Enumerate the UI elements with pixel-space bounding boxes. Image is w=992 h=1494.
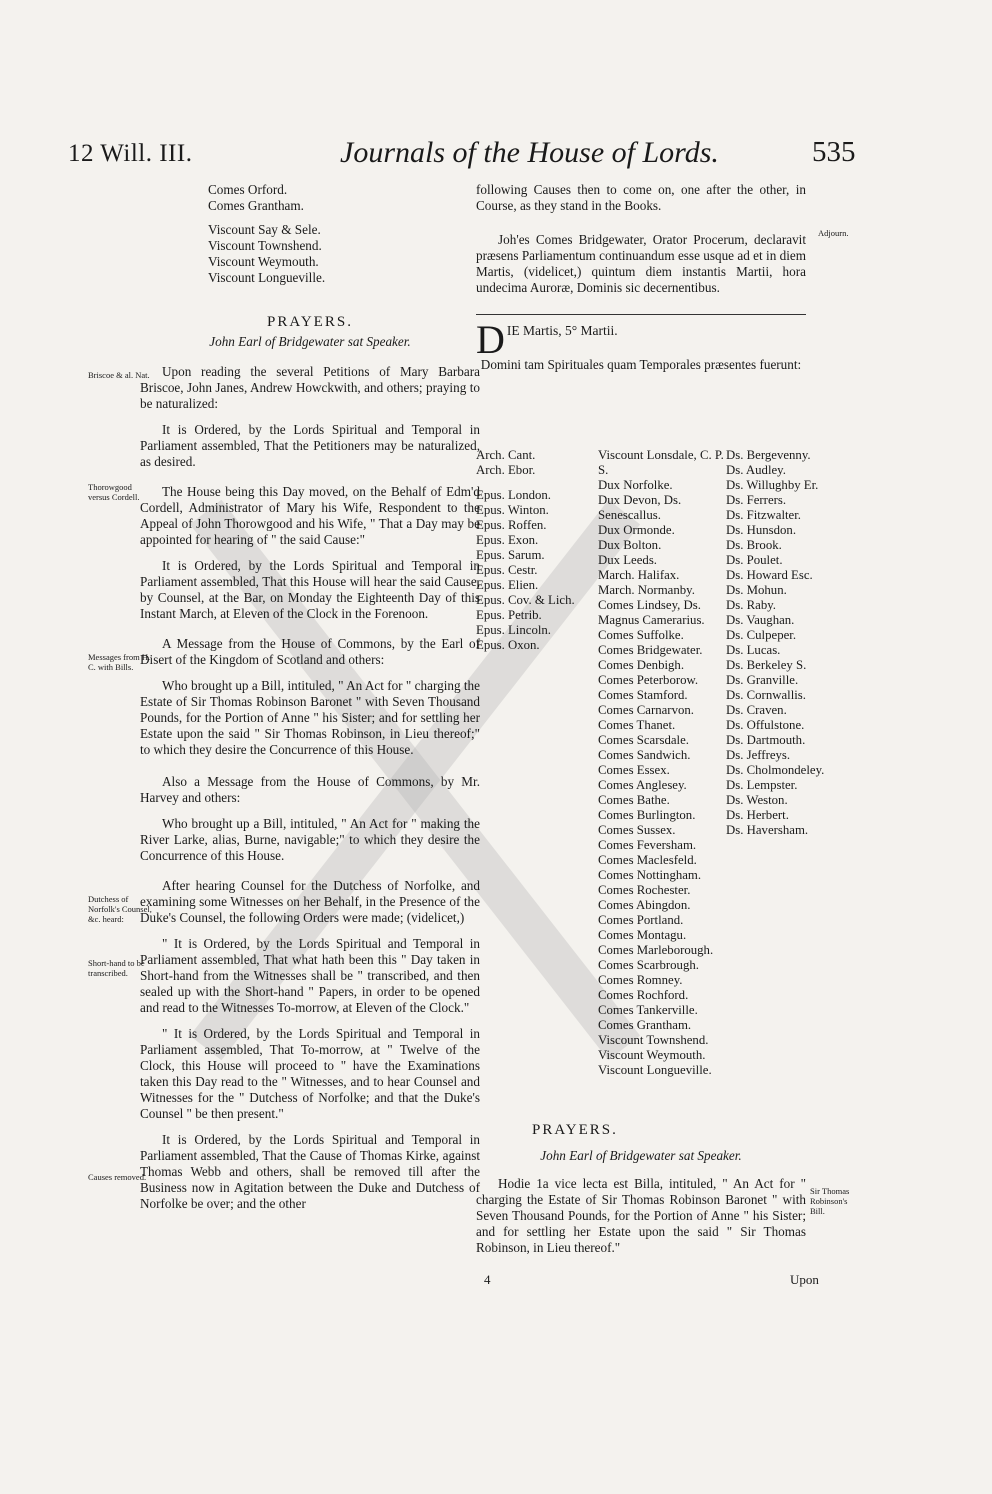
entry-causes [140, 1132, 480, 1212]
list-item: Viscount Weymouth. [208, 254, 319, 269]
margin-note: Adjourn. [818, 228, 849, 238]
attendance-entry: Comes Rochester. [598, 883, 691, 897]
list-item: Viscount Townshend. [208, 238, 322, 253]
entry-paragraph: Upon reading the several Petitions of Mary Barbara Briscoe, John Janes, Andrew Howckwith, and others; praying to be naturalized: [140, 364, 480, 411]
entry-paragraph: A Message from the House of Commons, by the Earl of Disert of the Kingdom of Scotland and others: [140, 636, 480, 667]
list-item: Comes Grantham. [208, 198, 304, 213]
date-heading [476, 317, 806, 362]
attendance-entry: Ds. Audley. [726, 463, 786, 477]
attendance-entry: Comes Suffolke. [598, 628, 684, 642]
attendance-entry: Ds. Hunsdon. [726, 523, 797, 537]
prayers-heading: PRAYERS. [267, 314, 353, 330]
attendance-entry: Ds. Dartmouth. [726, 733, 806, 747]
attendance-list-continued [208, 182, 480, 286]
attendance-entry: Arch. Ebor. [476, 463, 536, 477]
entry-paragraph: " It is Ordered, by the Lords Spiritual and Temporal in Parliament assembled, That what hath been this " Day taken in Short-hand from the Witnesses shall be " transcribed, and then sealed up with the Short-hand " Papers, in order to be opened and read to the Witnesses To-morrow, at Eleven of the Clock." [140, 936, 480, 1015]
attendance-entry: Comes Thanet. [598, 718, 676, 732]
page-number: 535 [812, 136, 856, 168]
entry-paragraph: " It is Ordered, by the Lords Spiritual and Temporal in Parliament assembled, That To-morrow, at " Twelve of the Clock, this House will proceed to " have the Examinations taken this Day read to the " Witnesses, and to hear Counsel and Witnesses for the " Dutchess of Norfolke; and that the Duke's Counsel " be then present." [140, 1026, 480, 1121]
right-column [476, 182, 806, 383]
header-regnal-year: 12 Will. III. [68, 140, 193, 167]
entry-messages [140, 636, 480, 864]
attendance-entry: Comes Peterborow. [598, 673, 699, 687]
margin-note: Short-hand to be transcribed. [88, 958, 145, 978]
left-column [140, 182, 480, 1212]
attendance-entry: Ds. Haversham. [726, 823, 809, 837]
attendance-entry: Comes Carnarvon. [598, 703, 694, 717]
attendance-entry: Ds. Craven. [726, 703, 787, 717]
entry-shorthand [140, 936, 480, 1122]
attendance-entry: Comes Grantham. [598, 1018, 692, 1032]
attendance-entry: Ds. Cornwallis. [726, 688, 806, 702]
bill-reading: Hodie 1a vice lecta est Billa, intituled, " An Act for " charging the Estate of Sir Thomas Robinson Baronet " with Seven Thousand Pounds, for the Portion of Anne " his Sister; and for settling her Estate upon the said " Sir Thomas Robinson, in Lieu thereof." [476, 1176, 806, 1255]
entry-paragraph: After hearing Counsel for the Dutchess of Norfolke, and examining some Witnesses on her Behalf, in the Presence of the Duke's Counsel, the following Orders were made; (videlicet,) [140, 878, 480, 925]
attendance-entry: Comes Burlington. [598, 808, 696, 822]
margin-note: Briscoe & al. Nat. [88, 370, 150, 380]
margin-note: Dutchess of Norfolk's Counsel, &c. heard: [88, 894, 152, 924]
attendance-entry: Ds. Lucas. [726, 643, 781, 657]
attendance-entry: Epus. Petrib. [476, 608, 542, 622]
catchword: Upon [790, 1272, 819, 1287]
attendance-entry: Comes Essex. [598, 763, 670, 777]
attendance-entry: Epus. Winton. [476, 503, 549, 517]
attendance-entry: Ds. Vaughan. [726, 613, 795, 627]
attendance-entry: Epus. Lincoln. [476, 623, 551, 637]
header-title: Journals of the House of Lords. [340, 136, 719, 169]
entry-paragraph: Also a Message from the House of Commons, by Mr. Harvey and others: [140, 774, 480, 805]
margin-note: Thorowgood versus Cordell. [88, 482, 140, 502]
attendance-entry: Comes Tankerville. [598, 1003, 698, 1017]
list-temporal [598, 448, 726, 1078]
list-item: Viscount Say & Sele. [208, 222, 321, 237]
attendance-entry: Comes Abingdon. [598, 898, 691, 912]
attendance-entry: Dux Leeds. [598, 553, 657, 567]
attendance-entry: Comes Romney. [598, 973, 683, 987]
margin-note: Messages from H. C. with Bills. [88, 652, 151, 672]
attendance-entry: Ds. Cholmondeley. [726, 763, 825, 777]
attendance-entry: Comes Feversham. [598, 838, 697, 852]
attendance-entry: Ds. Herbert. [726, 808, 789, 822]
list-spiritual [476, 448, 594, 653]
attendance-entry: Epus. Sarum. [476, 548, 545, 562]
attendance-entry: Ds. Poulet. [726, 553, 783, 567]
entry-paragraph: The House being this Day moved, on the Behalf of Edm'd Cordell, Administrator of Mary his Wife, Respondent to the Appeal of John Thorowgood and his Wife, " That a Day may be appointed for hearing of " the said Cause:" [140, 484, 480, 547]
attendance-entry: Epus. Roffen. [476, 518, 547, 532]
attendance-entry: Ds. Culpeper. [726, 628, 797, 642]
signature-mark: 4 [484, 1272, 491, 1287]
attendance-entry: Ds. Mohun. [726, 583, 787, 597]
attendance-entry: Viscount Lonsdale, C. P. S. [598, 448, 724, 477]
attendance-entry [476, 478, 594, 488]
entry-paragraph: It is Ordered, by the Lords Spiritual and Temporal in Parliament assembled, That the Cause of Thomas Kirke, against Thomas Webb and others, shall be removed till after the Business now in Agitation between the Duke and Dutchess of Norfolke be over; and the other [140, 1132, 480, 1211]
attendance-entry: Comes Montagu. [598, 928, 687, 942]
speaker-line: John Earl of Bridgewater sat Speaker. [540, 1148, 742, 1163]
attendance-entry: Comes Marleborough. [598, 943, 714, 957]
date-text: IE Martis, 5° Martii. [506, 323, 618, 338]
attendance-entry: Ds. Willughby Er. [726, 478, 819, 492]
attendance-entry: Ds. Brook. [726, 538, 782, 552]
attendance-entry: Comes Scarsdale. [598, 733, 689, 747]
continuation-text: following Causes then to come on, one after the other, in Course, as they stand in the Books. [476, 182, 806, 213]
attendance-entry: Ds. Bergevenny. [726, 448, 811, 462]
attendance-entry: Ds. Granville. [726, 673, 799, 687]
attendance-entry: Ds. Lempster. [726, 778, 798, 792]
attendance-entry: Ds. Ferrers. [726, 493, 787, 507]
entry-thorowgood [140, 484, 480, 622]
attendance-entry: Ds. Offulstone. [726, 718, 805, 732]
drop-initial: D [476, 317, 505, 362]
attendance-entry: Comes Bridgewater. [598, 643, 703, 657]
attendance-entry: Epus. Exon. [476, 533, 539, 547]
attendance-entry: March. Normanby. [598, 583, 695, 597]
attendance-entry: Comes Portland. [598, 913, 684, 927]
attendance-entry: Comes Denbigh. [598, 658, 685, 672]
speaker-line: John Earl of Bridgewater sat Speaker. [209, 334, 411, 349]
attendance-entry: Epus. Elien. [476, 578, 539, 592]
entry-paragraph: Who brought up a Bill, intituled, " An Act for " making the River Larke, alias, Burne, navigable;" to which they desire the Concurrence of this House. [140, 816, 480, 863]
entry-dutchess [140, 878, 480, 926]
entry-paragraph: It is Ordered, by the Lords Spiritual and Temporal in Parliament assembled, That this House will hear the said Cause, by Counsel, at the Bar, on Monday the Eighteenth Day of this Instant March, at Eleven of the Clock in the Forenoon. [140, 558, 480, 621]
second-sitting [476, 1108, 806, 1256]
adjournment-text: Joh'es Comes Bridgewater, Orator Procerum, declaravit præsens Parliamentum continuandum esse usque ad et in diem Martis, (videlicet,) quintum diem instantis Martii, hora undecima Auroræ, Dominis sic decernentibus. [476, 232, 806, 295]
attendance-entry: Ds. Howard Esc. [726, 568, 813, 582]
list-item: Comes Orford. [208, 182, 288, 197]
attendance-entry: Viscount Longueville. [598, 1063, 712, 1077]
attendance-entry: Epus. Oxon. [476, 638, 540, 652]
attendance-entry: Ds. Raby. [726, 598, 777, 612]
attendance-entry: Viscount Townshend. [598, 1033, 709, 1047]
attendance-entry: Epus. London. [476, 488, 552, 502]
attendance-entry: Comes Lindsey, Ds. Magnus Camerarius. [598, 598, 705, 627]
prayers-heading: PRAYERS. [532, 1122, 618, 1138]
attendance-entry: Comes Nottingham. [598, 868, 702, 882]
attendance-entry: Epus. Cov. & Lich. [476, 593, 575, 607]
attendance-entry: Dux Ormonde. [598, 523, 675, 537]
attendance-entry: Comes Maclesfeld. [598, 853, 697, 867]
attendance-entry: Ds. Fitzwalter. [726, 508, 801, 522]
attendance-entry: Comes Bathe. [598, 793, 670, 807]
present-heading: Domini tam Spirituales quam Temporales præsentes fuerunt: [480, 357, 802, 372]
attendance-entry: Ds. Jeffreys. [726, 748, 791, 762]
section-rule [476, 314, 806, 315]
attendance-entry: Dux Bolton. [598, 538, 662, 552]
entry-briscoe [140, 364, 480, 470]
attendance-entry: Epus. Cestr. [476, 563, 538, 577]
attendance-entry: Ds. Weston. [726, 793, 788, 807]
entry-paragraph: Who brought up a Bill, intituled, " An Act for " charging the Estate of Sir Thomas Robinson Baronet " with Seven Thousand Pounds, for the Portion of Anne " his Sister; and for settling her Estate upon the said " Sir Thomas Robinson, in Lieu thereof;" to which they desire the Concurrence of this House. [140, 678, 480, 757]
attendance-entry: Comes Scarbrough. [598, 958, 699, 972]
attendance-entry: Dux Devon, Ds. Senescallus. [598, 493, 682, 522]
list-barons [726, 448, 826, 838]
attendance-entry: Arch. Cant. [476, 448, 536, 462]
attendance-entry: Ds. Berkeley S. [726, 658, 807, 672]
attendance-entry: Comes Sussex. [598, 823, 676, 837]
attendance-entry: Viscount Weymouth. [598, 1048, 706, 1062]
attendance-entry: Dux Norfolke. [598, 478, 673, 492]
attendance-entry: Comes Stamford. [598, 688, 688, 702]
attendance-entry: March. Halifax. [598, 568, 680, 582]
list-item: Viscount Longueville. [208, 270, 326, 285]
attendance-entry: Comes Anglesey. [598, 778, 687, 792]
attendance-entry: Comes Rochford. [598, 988, 689, 1002]
attendance-entry: Comes Sandwich. [598, 748, 691, 762]
entry-paragraph: It is Ordered, by the Lords Spiritual and Temporal in Parliament assembled, That the Petitioners may be naturalized, as desired. [140, 422, 480, 469]
margin-note: Sir Thomas Robinson's Bill. [810, 1186, 850, 1216]
margin-note: Causes removed. [88, 1172, 147, 1182]
